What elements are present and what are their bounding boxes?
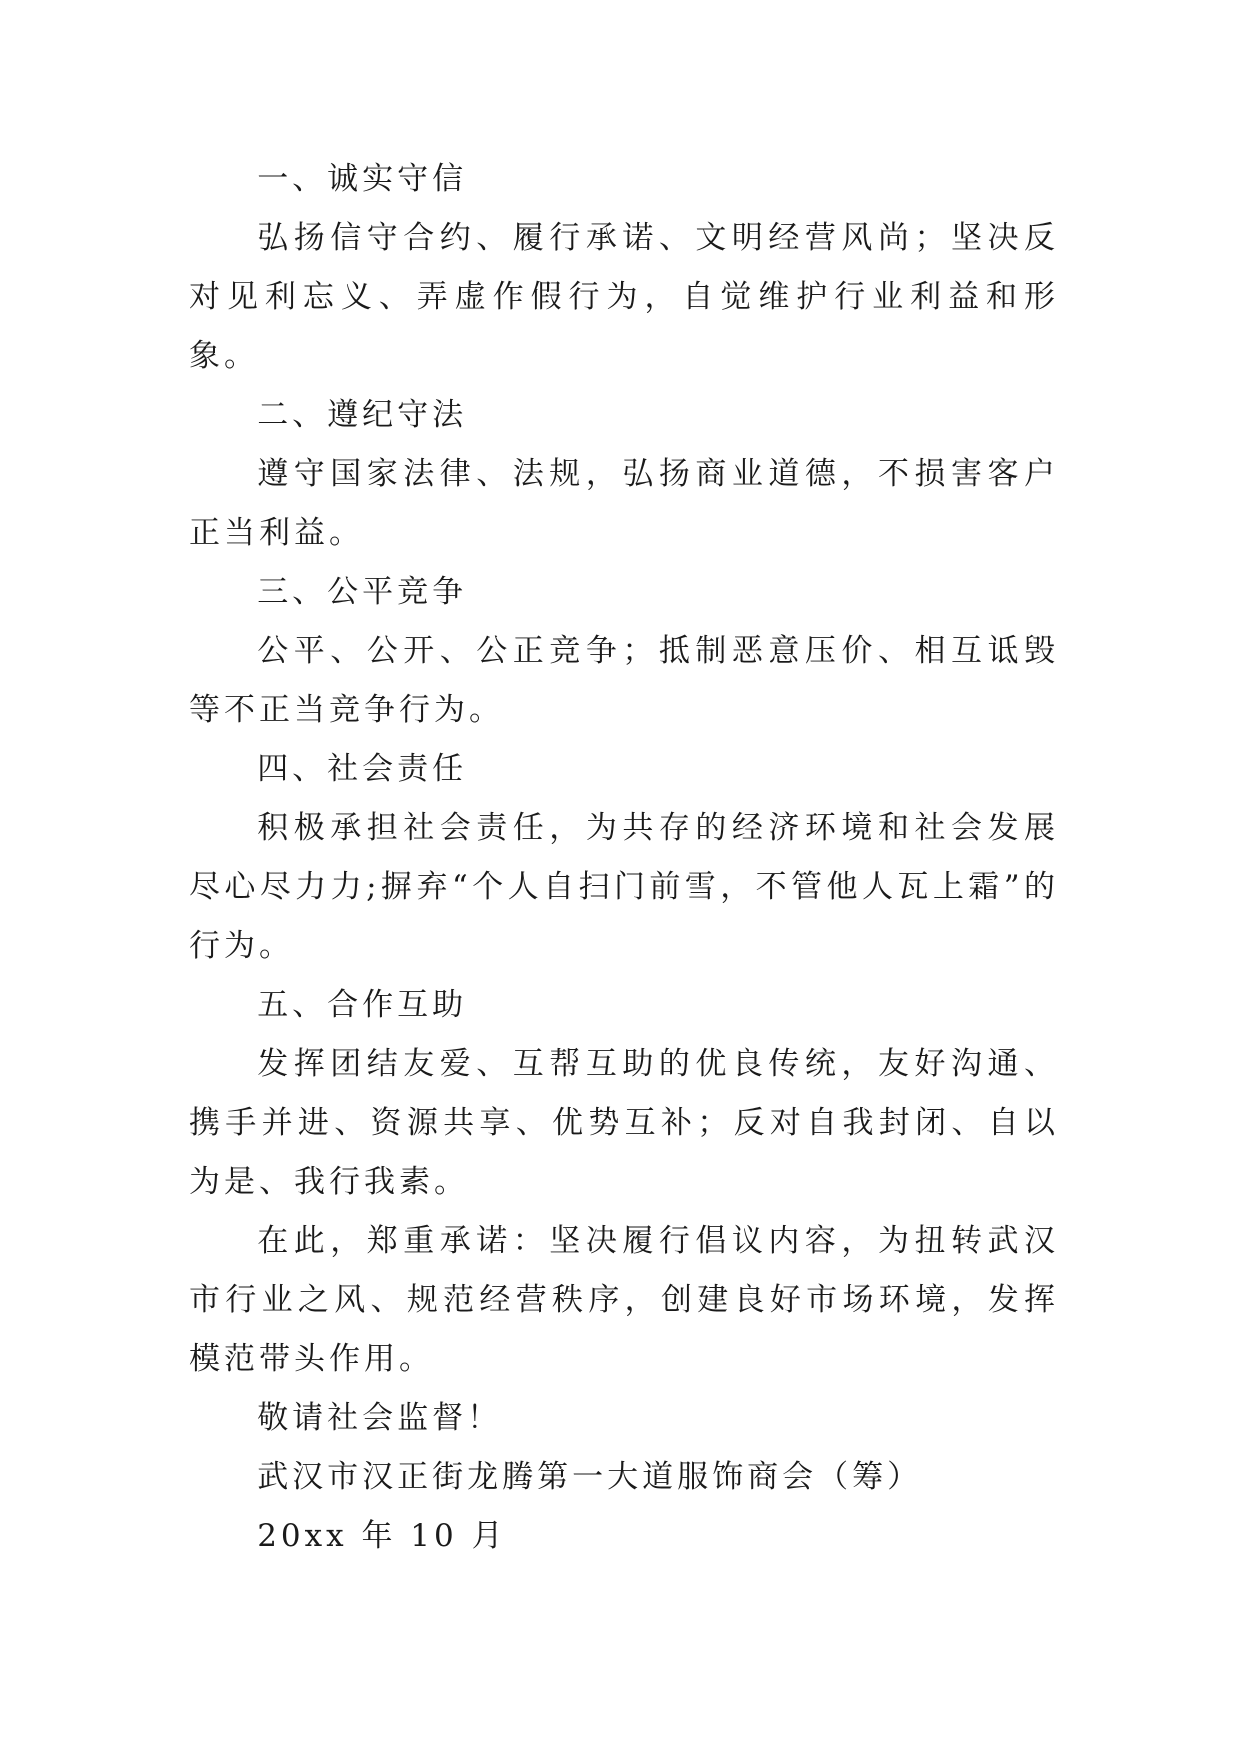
section-heading-competition: 三、公平竞争 <box>257 574 468 610</box>
section-heading-cooperation: 五、合作互助 <box>257 987 468 1023</box>
section-text-responsibility: 积极承担社会责任，为共存的经济环境和社会发展尽心尽力力;摒弃“个人自扫门前雪，不管他人瓦上霜”的行为。 <box>189 810 1059 964</box>
date-line: 20xx 年 10 月 <box>257 1518 507 1554</box>
commitment-paragraph: 在此，郑重承诺：坚决履行倡议内容，为扭转武汉市行业之风、规范经营秩序，创建良好市场环境，发挥模范带头作用。 <box>189 1223 1059 1377</box>
signature-line: 武汉市汉正街龙腾第一大道服饰商会（筹） <box>257 1459 923 1495</box>
section-heading-responsibility: 四、社会责任 <box>257 751 468 787</box>
closing-line: 敬请社会监督！ <box>257 1400 503 1436</box>
section-heading-honesty: 一、诚实守信 <box>257 161 468 197</box>
section-heading-law: 二、遵纪守法 <box>257 397 468 433</box>
section-text-law: 遵守国家法律、法规，弘扬商业道德，不损害客户正当利益。 <box>189 456 1059 551</box>
section-text-honesty: 弘扬信守合约、履行承诺、文明经营风尚；坚决反对见利忘义、弄虚作假行为，自觉维护行业利益和形象。 <box>189 220 1059 374</box>
document-body <box>189 150 1059 1566</box>
section-text-cooperation: 发挥团结友爱、互帮互助的优良传统，友好沟通、携手并进、资源共享、优势互补；反对自我封闭、自以为是、我行我素。 <box>189 1046 1059 1200</box>
section-text-competition: 公平、公开、公正竞争；抵制恶意压价、相互诋毁等不正当竞争行为。 <box>189 633 1059 728</box>
